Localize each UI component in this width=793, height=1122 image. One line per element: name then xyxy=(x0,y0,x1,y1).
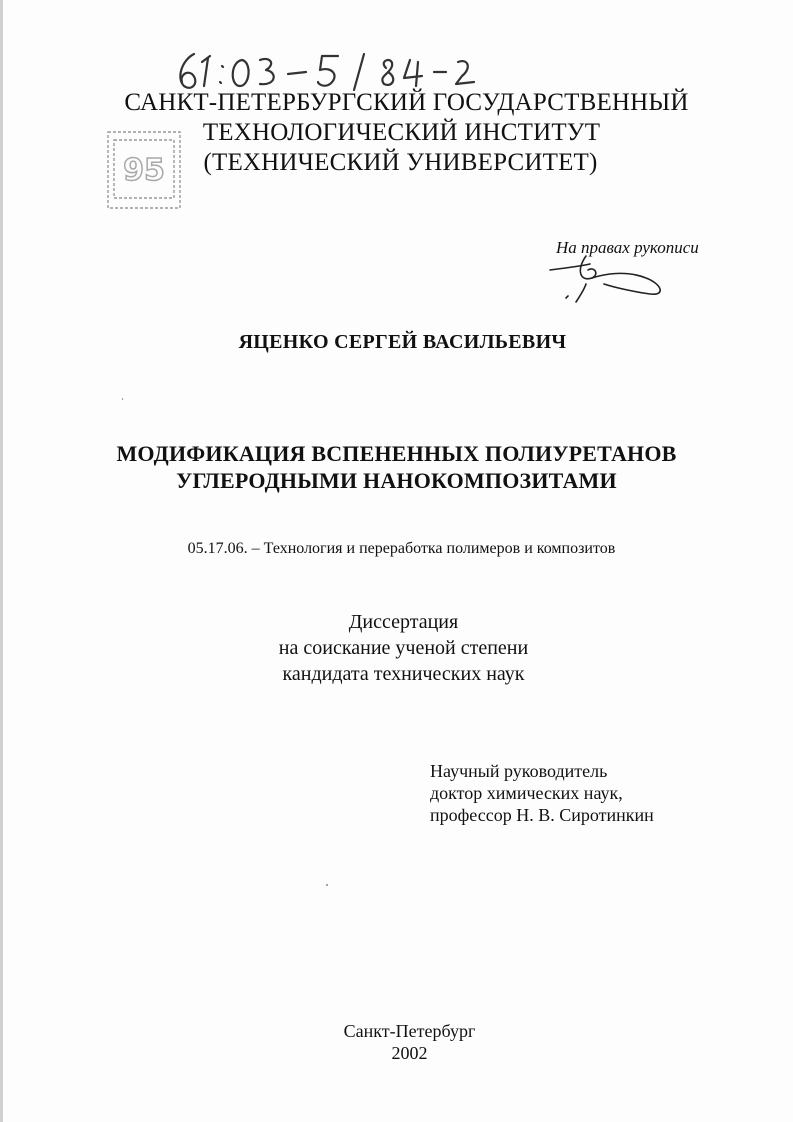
title-line-1: МОДИФИКАЦИЯ ВСПЕНЕННЫХ ПОЛИУРЕТАНОВ xyxy=(116,441,677,466)
specialty-code: 05.17.06. – Технология и переработка полимеров и композитов xyxy=(187,540,616,557)
stamp-number: 95 xyxy=(123,153,165,188)
supervisor-line-3: профессор Н. В. Сиротинкин xyxy=(430,805,654,825)
year: 2002 xyxy=(391,1043,428,1063)
dissertation-title xyxy=(0,440,793,494)
author-name: ЯЦЕНКО СЕРГЕЙ ВАСИЛЬЕВИЧ xyxy=(238,331,567,353)
signature xyxy=(546,248,676,308)
title-line-2: УГЛЕРОДНЫМИ НАНОКОМПОЗИТАМИ xyxy=(176,468,617,493)
degree-line-1: Диссертация xyxy=(348,611,459,633)
institution-header xyxy=(0,88,793,178)
degree-statement xyxy=(0,609,793,687)
degree-line-3: кандидата технических наук xyxy=(282,663,525,685)
supervisor-info xyxy=(430,760,654,826)
city: Санкт-Петербург xyxy=(343,1021,476,1041)
city-year-footer xyxy=(0,1020,793,1064)
scan-speck xyxy=(326,884,328,886)
supervisor-line-2: доктор химических наук, xyxy=(430,783,623,803)
scan-speck xyxy=(122,398,123,400)
institution-line-1: САНКТ-ПЕТЕРБУРГСКИЙ ГОСУДАРСТВЕННЫЙ xyxy=(124,89,689,116)
institution-line-3: (ТЕХНИЧЕСКИЙ УНИВЕРСИТЕТ) xyxy=(203,149,598,176)
manuscript-note: На правах рукописи xyxy=(556,238,699,257)
supervisor-line-1: Научный руководитель xyxy=(430,761,608,781)
institution-line-2: ТЕХНОЛОГИЧЕСКИЙ ИНСТИТУТ xyxy=(202,119,601,146)
degree-line-2: на соискание ученой степени xyxy=(278,637,529,659)
